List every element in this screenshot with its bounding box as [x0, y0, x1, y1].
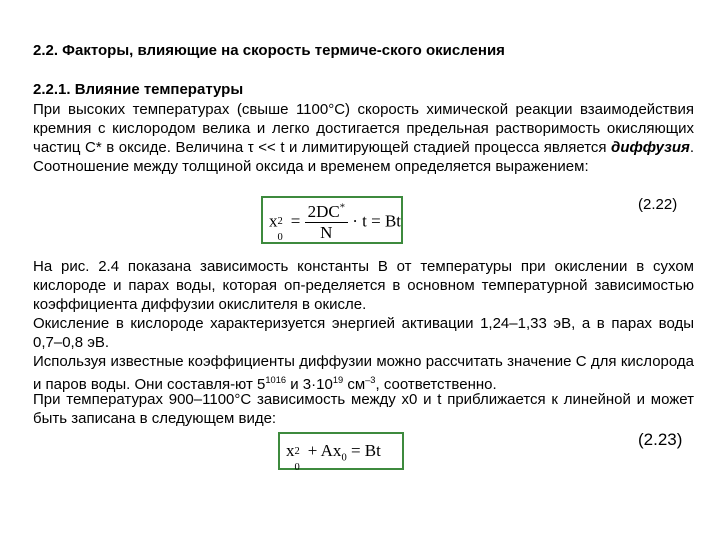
emphasis-diffusion: диффузия [611, 139, 690, 156]
equation-2-23 [278, 432, 404, 473]
paragraph-activation: Окисление в кислороде характеризуется энергией активации 1,24–1,33 эВ, а в парах воды 0,7–0,8 эВ. [33, 315, 694, 351]
paragraph-text: см [343, 376, 366, 393]
superscript: 19 [332, 375, 344, 385]
eq-var: x [286, 441, 295, 460]
eq-fraction [305, 202, 348, 243]
equation-2-22 [261, 196, 403, 244]
eq-superscript: 2 [294, 446, 300, 457]
eq-denominator: N [320, 223, 333, 242]
eq-subscript: 0 [341, 452, 347, 464]
equation-number-2-22: (2.22) [638, 196, 678, 213]
eq-subscript: 0 [294, 462, 300, 473]
eq-equals: = [286, 211, 305, 231]
paragraph-text: и 3·10 [286, 376, 333, 393]
paragraph-linear: При температурах 900–1100°С зависимость между x0 и t приближается к линейной и может быть записана в следующем виде: [33, 391, 694, 427]
eq-numerator: 2DC [307, 202, 340, 221]
equation-number-2-23: (2.23) [638, 430, 683, 449]
eq-term: + Ax [303, 441, 342, 460]
eq-rhs: = Bt [346, 441, 381, 460]
eq-var: x [269, 211, 278, 231]
paragraph-text: , соответственно. [375, 376, 497, 393]
paragraph-text: . Соотношение между толщиной оксида и временем определяется выражением: [33, 139, 694, 175]
paragraph-text: При высоких температурах (свыше 1100°С) скорость химической реакции взаимодействия кремния с кислородом велика и легко достигается предельная растворимость окисляющих частиц С* в оксиде. Величина τ << t и лимитирующей стадией процесса является [33, 101, 694, 156]
eq-superscript: 2 [277, 216, 283, 228]
section-title: 2.2. Факторы, влияющие на скорость термиче-ского окисления [33, 42, 505, 59]
eq-star: * [339, 202, 345, 214]
eq-rhs: · t = Bt [347, 211, 402, 231]
paragraph-coefficients [33, 352, 694, 394]
paragraph-text: Используя известные коэффициенты диффузии можно рассчитать значение С для кислорода и паров воды. Они составля-ют 5 [33, 353, 694, 393]
paragraph-temperature [33, 100, 694, 176]
subsection-title: 2.2.1. Влияние температуры [33, 81, 244, 98]
paragraph-fig: На рис. 2.4 показана зависимость константы В от температуры при окислении в сухом кислороде и парах воды, которая оп-ределяется в основном температурной зависимостью коэффициента диффузии окислителя в окисле. [33, 258, 694, 313]
superscript: –3 [365, 375, 376, 385]
superscript: 10 [265, 375, 276, 385]
eq-subscript: 0 [277, 232, 283, 244]
superscript: 16 [275, 375, 287, 385]
